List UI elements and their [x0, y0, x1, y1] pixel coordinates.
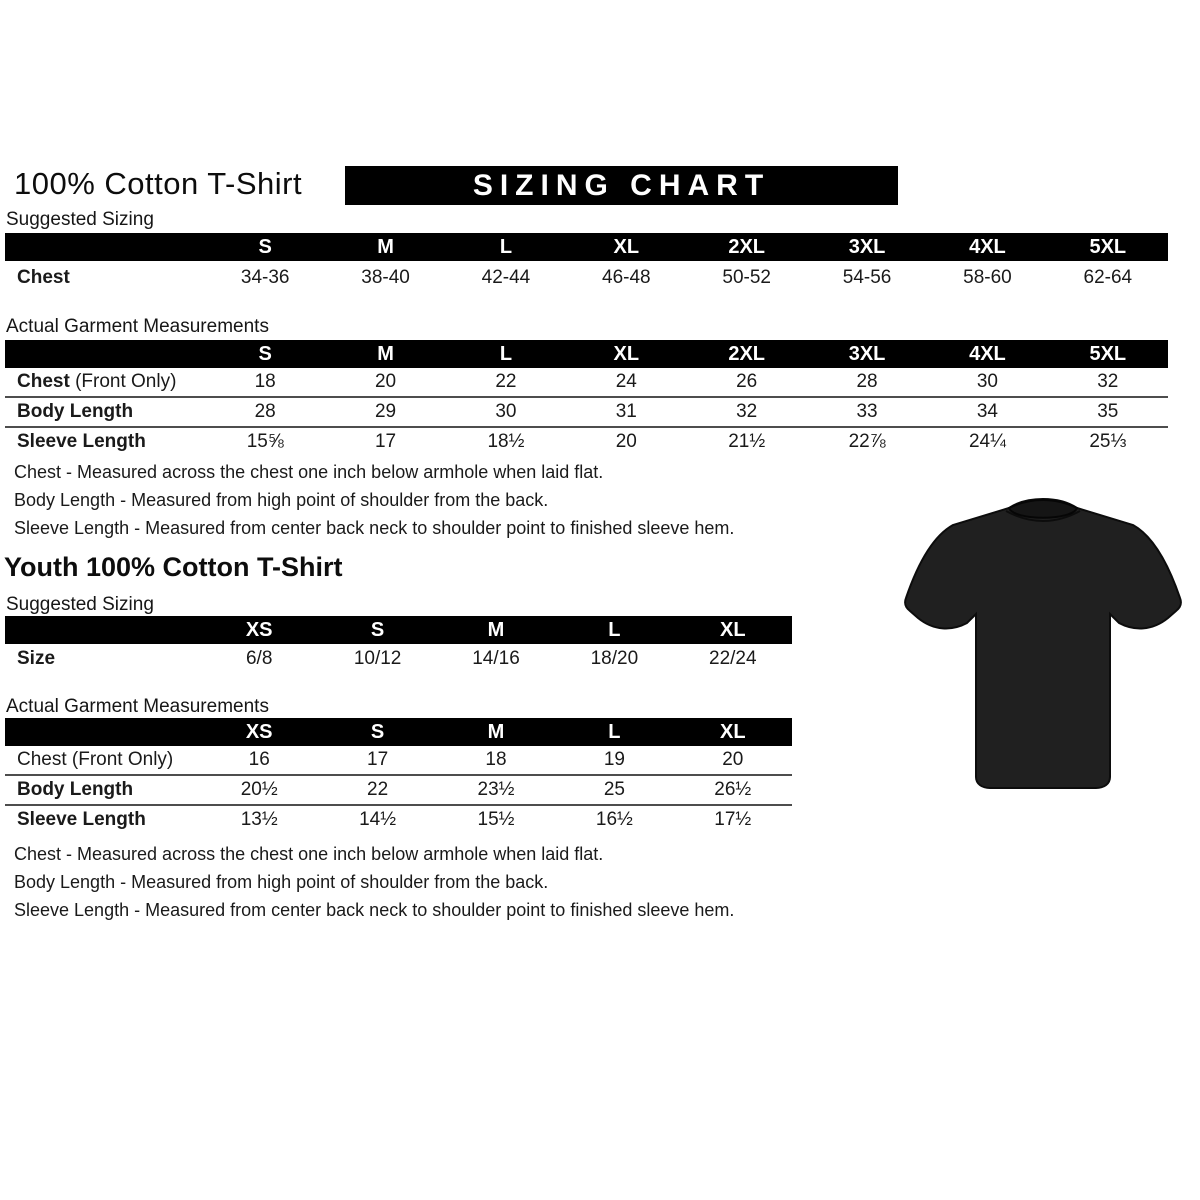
size-column-header: L	[608, 720, 621, 743]
black-tshirt-illustration	[893, 485, 1193, 803]
cell-value: 17	[367, 749, 389, 770]
cell-value: 38-40	[361, 266, 410, 288]
measurement-row-body-length	[5, 774, 792, 804]
row-label: Sleeve Length	[17, 809, 146, 830]
cell-value: 21½	[728, 431, 766, 452]
size-column-header: XL	[613, 342, 640, 365]
size-column-header: XS	[245, 618, 273, 641]
size-column-header: XS	[245, 720, 273, 743]
cell-value: 24	[615, 371, 637, 392]
cell-value: 19	[603, 749, 625, 770]
adult-suggested-sizing-table	[5, 233, 1168, 294]
adult-measurement-notes	[14, 458, 734, 542]
cell-value: 18/20	[590, 648, 639, 669]
tshirt-photo	[893, 485, 1193, 803]
cell-value: 34-36	[240, 266, 290, 288]
cell-value: 18	[254, 371, 276, 392]
cell-value: 22/24	[709, 648, 757, 669]
size-column-header: M	[377, 235, 394, 258]
cell-value: 14½	[359, 809, 397, 830]
cell-value: 20½	[240, 779, 278, 800]
cell-value: 15½	[477, 809, 515, 830]
youth-suggested-sizing-table	[5, 616, 792, 674]
size-row	[5, 644, 792, 674]
cell-value: 29	[374, 401, 397, 422]
cell-value: 17½	[714, 809, 752, 830]
size-column-header: XL	[720, 720, 746, 743]
chest-row	[5, 261, 1168, 294]
note-line: Chest - Measured across the chest one inch below armhole when laid flat.	[14, 844, 604, 864]
table-header-row	[5, 616, 792, 644]
cell-value: 25⅓	[1089, 431, 1127, 452]
cell-value: 58-60	[963, 266, 1012, 288]
cell-value: 20	[615, 431, 637, 452]
adult-title: 100% Cotton T-Shirt	[14, 166, 303, 201]
cell-value: 50-52	[722, 266, 771, 288]
note-line: Body Length - Measured from high point of shoulder from the back.	[14, 490, 549, 510]
size-column-header: L	[608, 618, 621, 641]
cell-value: 54-56	[842, 266, 892, 288]
cell-value: 20	[722, 749, 744, 770]
cell-value: 28	[254, 401, 276, 422]
cell-value: 22	[495, 371, 517, 392]
cell-value: 33	[856, 401, 878, 422]
size-column-header: XL	[720, 618, 746, 641]
sizing-chart-banner: SIZING CHART	[345, 166, 898, 205]
cell-value: 17	[374, 431, 397, 452]
row-label: Chest	[17, 266, 70, 288]
row-label: Sleeve Length	[17, 431, 146, 452]
youth-measurement-notes	[14, 840, 734, 924]
cell-value: 20	[374, 371, 397, 392]
cell-value: 15⅝	[246, 431, 284, 452]
cell-value: 13½	[240, 809, 278, 830]
size-column-header: XL	[613, 235, 640, 258]
cell-value: 18½	[487, 431, 525, 452]
measurement-row-sleeve-length	[5, 804, 792, 834]
size-column-header: S	[370, 618, 385, 641]
adult-actual-measurements-table	[5, 340, 1168, 456]
size-column-header: S	[370, 720, 385, 743]
row-label: Body Length	[17, 401, 134, 422]
cell-value: 16½	[595, 809, 633, 830]
cell-value: 10/12	[353, 648, 402, 669]
cell-value: 26½	[714, 779, 752, 800]
cell-value: 62-64	[1083, 266, 1133, 288]
cell-value: 42-44	[481, 266, 531, 288]
cell-value: 18	[485, 749, 507, 770]
cell-value: 30	[976, 371, 998, 392]
adult-suggested-sizing-label: Suggested Sizing	[6, 209, 154, 230]
size-column-header: 5XL	[1089, 342, 1127, 365]
note-line: Sleeve Length - Measured from center back neck to shoulder point to finished sleeve hem.	[14, 518, 735, 538]
cell-value: 22	[367, 779, 389, 800]
size-column-header: M	[377, 342, 394, 365]
measurement-row-chest	[5, 746, 792, 774]
size-column-header: 2XL	[728, 342, 766, 365]
adult-actual-measurements-label: Actual Garment Measurements	[6, 316, 269, 337]
cell-value: 28	[856, 371, 878, 392]
size-column-header: S	[258, 342, 272, 365]
row-label: Chest (Front Only)	[17, 371, 177, 392]
size-column-header: L	[499, 342, 513, 365]
cell-value: 6/8	[245, 648, 273, 669]
measurement-row-sleeve-length	[5, 426, 1168, 456]
size-column-header: 3XL	[848, 235, 886, 258]
cell-value: 16	[248, 749, 270, 770]
note-line: Body Length - Measured from high point of shoulder from the back.	[14, 872, 549, 892]
cell-value: 22⅞	[848, 431, 886, 452]
cell-value: 24¼	[968, 431, 1006, 452]
cell-value: 32	[736, 401, 758, 422]
size-column-header: L	[499, 235, 513, 258]
table-header-row	[5, 233, 1168, 261]
cell-value: 34	[976, 401, 998, 422]
size-column-header: S	[258, 235, 272, 258]
measurement-row-chest	[5, 368, 1168, 396]
youth-actual-measurements-label: Actual Garment Measurements	[6, 696, 269, 717]
size-column-header: 4XL	[969, 342, 1006, 365]
table-header-row	[5, 340, 1168, 368]
cell-value: 25	[603, 779, 625, 800]
size-column-header: M	[487, 720, 505, 743]
row-label: Size	[17, 648, 56, 669]
youth-title: Youth 100% Cotton T-Shirt	[4, 552, 343, 582]
size-column-header: 3XL	[848, 342, 886, 365]
cell-value: 23½	[477, 779, 515, 800]
cell-value: 46-48	[602, 266, 651, 288]
size-column-header: 4XL	[969, 235, 1006, 258]
row-label: Chest (Front Only)	[17, 749, 174, 770]
row-label: Body Length	[17, 779, 134, 800]
cell-value: 32	[1097, 371, 1119, 392]
size-column-header: 5XL	[1089, 235, 1127, 258]
cell-value: 31	[615, 401, 637, 422]
cell-value: 26	[736, 371, 758, 392]
size-column-header: M	[487, 618, 505, 641]
size-column-header: 2XL	[728, 235, 766, 258]
cell-value: 14/16	[472, 648, 520, 669]
cell-value: 35	[1097, 401, 1119, 422]
tshirt-body	[905, 499, 1181, 788]
cell-value: 30	[495, 401, 517, 422]
note-line: Chest - Measured across the chest one inch below armhole when laid flat.	[14, 462, 604, 482]
measurement-row-body-length	[5, 396, 1168, 426]
youth-suggested-sizing-label: Suggested Sizing	[6, 594, 154, 615]
note-line: Sleeve Length - Measured from center back neck to shoulder point to finished sleeve hem.	[14, 900, 735, 920]
youth-actual-measurements-table	[5, 718, 792, 834]
table-header-row	[5, 718, 792, 746]
